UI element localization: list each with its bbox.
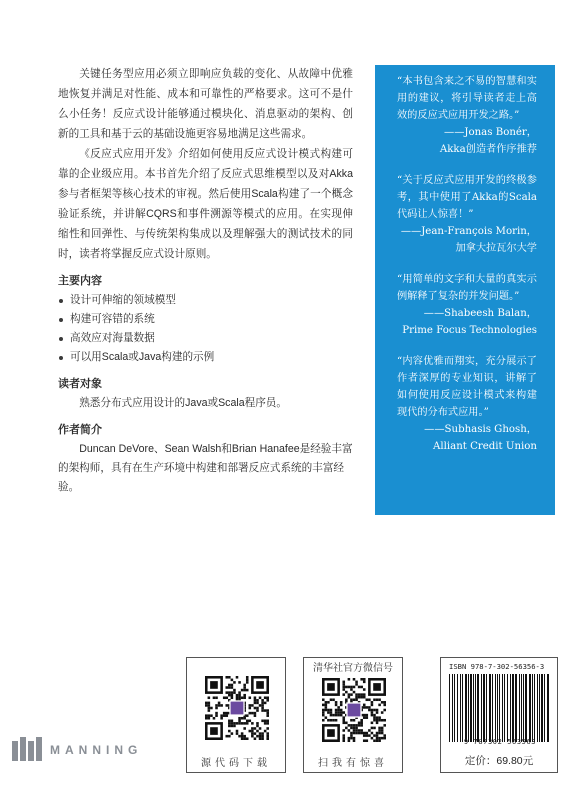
- manning-logo-icon: [12, 737, 42, 761]
- readers-text: 熟悉分布式应用设计的Java或Scala程序员。: [79, 397, 287, 409]
- authors-text: Duncan DeVore、Sean Walsh和Brian Hanafee是经验丰富的架构师，具有在生产环境中构建和部署反应式系统的丰富经验。: [58, 443, 353, 493]
- praise-affiliation: Akka创造者作序推荐: [439, 144, 537, 155]
- isbn-box: [440, 657, 558, 773]
- praise-quote: “用简单的文字和大量的真实示例解释了复杂的并发问题。”: [397, 274, 537, 302]
- readers-title: 读者对象: [58, 378, 102, 390]
- price-label: 定价：69.80元: [464, 755, 534, 767]
- praise-author: ——Shabeesh Balan，: [423, 308, 537, 319]
- list-item: 构建可容错的系统: [58, 310, 353, 329]
- praise-attribution: [397, 223, 537, 257]
- qr-wechat-header: 清华社官方微信号: [313, 663, 393, 674]
- praise-author: ——Subhasis Ghosh，: [424, 424, 537, 435]
- qr-code-icon[interactable]: [322, 678, 386, 742]
- praise-affiliation: Alliant Credit Union: [432, 441, 537, 452]
- qr-download-caption: 源代码下载: [201, 758, 271, 769]
- praise-attribution: [397, 305, 537, 339]
- back-cover-text: [58, 64, 353, 497]
- intro-paragraph: 《反应式应用开发》介绍如何使用反应式设计模式构建可靠的企业级应用。本书首先介绍了反应式思维模型以及对Akka参与者框架等核心技术的审视。然后使用Scala构建了一个概念验证系统，并讲解CQRS和事件溯源等模式的应用。在实现伸缩性和回弹性、与传统架构集成以及理解强大的测试技术的同时，读者将掌握反应式设计原则。: [58, 148, 353, 260]
- praise-affiliation: 加拿大拉瓦尔大学: [455, 243, 537, 254]
- barcode-icon: [447, 674, 553, 742]
- qr-wechat-caption: 扫我有惊喜: [318, 758, 388, 769]
- praise-attribution: [397, 421, 537, 455]
- authors-title: 作者简介: [58, 424, 102, 436]
- contents-list: [58, 291, 353, 367]
- praise-author: ——Jean-François Morin，: [400, 226, 537, 237]
- praise-panel: [375, 65, 555, 515]
- praise-quote: “内容优雅而翔实，充分展示了作者深厚的专业知识，讲解了如何使用反应设计模式来构建现代的分布式应用。”: [397, 356, 537, 418]
- praise-quote: “关于反应式应用开发的终极参考，其中使用了Akka的Scala代码让人惊喜！”: [397, 175, 537, 220]
- publisher-name: MANNING: [50, 743, 143, 757]
- praise-affiliation: Prime Focus Technologies: [402, 325, 537, 336]
- qr-download-box: [186, 657, 286, 773]
- praise-quote: “本书包含来之不易的智慧和实用的建议，将引导读者走上高效的反应式应用开发之路。”: [397, 76, 537, 121]
- barcode-digits: 9 787302 563563: [463, 738, 537, 746]
- list-item: 设计可伸缩的领域模型: [58, 291, 353, 310]
- qr-code-icon[interactable]: [205, 676, 269, 740]
- praise-attribution: [397, 124, 537, 158]
- isbn-label: ISBN 978-7-302-56356-3: [449, 662, 545, 671]
- list-item: 可以用Scala或Java构建的示例: [58, 348, 353, 367]
- contents-title: 主要内容: [58, 275, 102, 287]
- qr-wechat-box: [303, 657, 403, 773]
- list-item: 高效应对海量数据: [58, 329, 353, 348]
- praise-author: ——Jonas Bonér，: [444, 127, 537, 138]
- intro-paragraph: 关键任务型应用必须立即响应负载的变化、从故障中优雅地恢复并满足对性能、成本和可靠性的严格要求。这可不是什么小任务！反应式设计能够通过模块化、消息驱动的架构、创新的工具和基于云的基础设施更容易地满足这些需求。: [58, 68, 353, 140]
